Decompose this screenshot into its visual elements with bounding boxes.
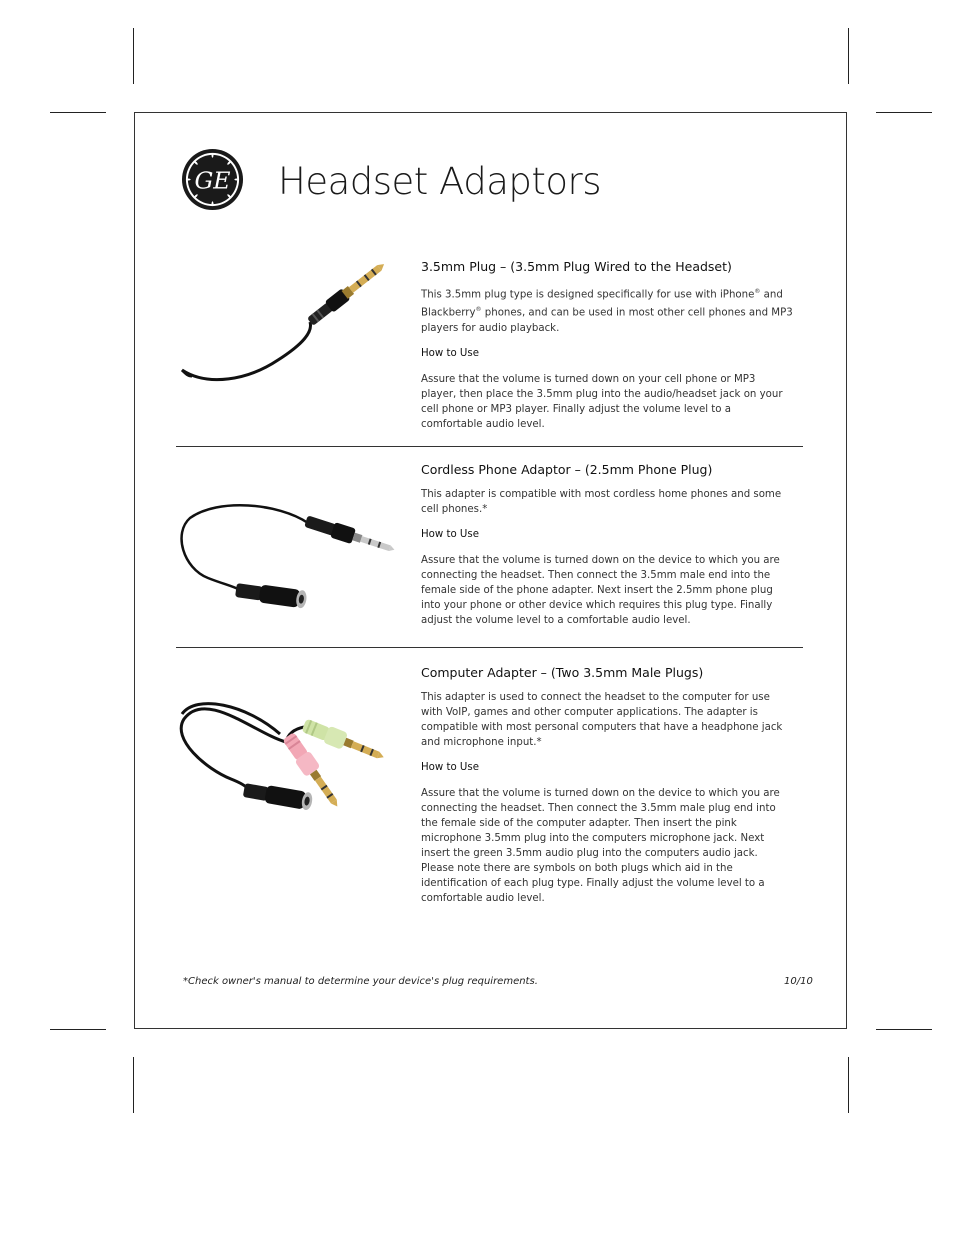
crop-mark-top-right	[848, 28, 849, 84]
crop-mark-left-top	[50, 112, 106, 113]
crop-mark-right-bottom	[876, 1029, 932, 1030]
section-cordless-adaptor	[421, 462, 793, 638]
section-instructions: Assure that the volume is turned down on your cell phone or MP3 player, then place the 3.5mm plug into the audio/headset jack on your cell phone or MP3 player. Finally adjust the volume level to a comfortable audio level.	[421, 373, 783, 430]
crop-mark-bottom-right	[848, 1057, 849, 1113]
section-description: This adapter is used to connect the headset to the computer for use with VoIP, games and other computer applications. The adapter is compatible with most personal computers that have a headphone jack and microphone input.*	[421, 692, 783, 748]
section-instructions: Assure that the volume is turned down on the device to which you are connecting the headset. Then connect the 3.5mm male end into the female side of the phone adapter. Next insert the 2.5mm phone plug into your phone or other device which requires this plug type. Finally adjust the volume level to a comfortable audio level.	[421, 555, 780, 626]
crop-mark-left-bottom	[50, 1029, 106, 1030]
section-heading: Computer Adapter – (Two 3.5mm Male Plugs)	[421, 665, 704, 680]
crop-mark-bottom-left	[133, 1057, 134, 1113]
page-title: Headset Adaptors	[278, 160, 601, 203]
page-number: 10/10	[784, 976, 813, 987]
section-divider	[176, 647, 803, 648]
how-to-use-label: How to Use	[421, 529, 479, 540]
section-description: This 3.5mm plug type is designed specifically for use with iPhone® and Blackberry® phones, and can be used in most other cell phones and MP3 players for audio playback.	[421, 288, 793, 334]
section-computer-adapter	[421, 665, 793, 916]
section-divider	[176, 446, 803, 447]
footnote: *Check owner's manual to determine your device's plug requirements.	[183, 976, 538, 987]
section-heading: Cordless Phone Adaptor – (2.5mm Phone Plug)	[421, 462, 713, 477]
section-3-5mm-plug	[421, 259, 793, 442]
product-image-3-5mm-plug	[178, 262, 400, 386]
product-image-cordless-adaptor	[178, 498, 400, 618]
section-description: This adapter is compatible with most cordless home phones and some cell phones.*	[421, 489, 782, 515]
product-image-computer-adapter	[176, 694, 404, 814]
ge-logo	[181, 148, 244, 211]
how-to-use-label: How to Use	[421, 762, 479, 773]
section-instructions: Assure that the volume is turned down on the device to which you are connecting the headset. Then connect the 3.5mm male plug end into the female side of the computer adapter. Then insert the pink microphone 3.5mm plug into the computers microphone jack. Next insert the green 3.5mm audio plug into the computers audio jack. Please note there are symbols on both plugs which aid in the identification of each plug type. Finally adjust the volume level to a comfortable audio level.	[421, 788, 780, 904]
crop-mark-top-left	[133, 28, 134, 84]
crop-mark-right-top	[876, 112, 932, 113]
section-heading: 3.5mm Plug – (3.5mm Plug Wired to the Headset)	[421, 259, 732, 274]
how-to-use-label: How to Use	[421, 347, 479, 359]
svg-text:GE: GE	[194, 166, 231, 195]
